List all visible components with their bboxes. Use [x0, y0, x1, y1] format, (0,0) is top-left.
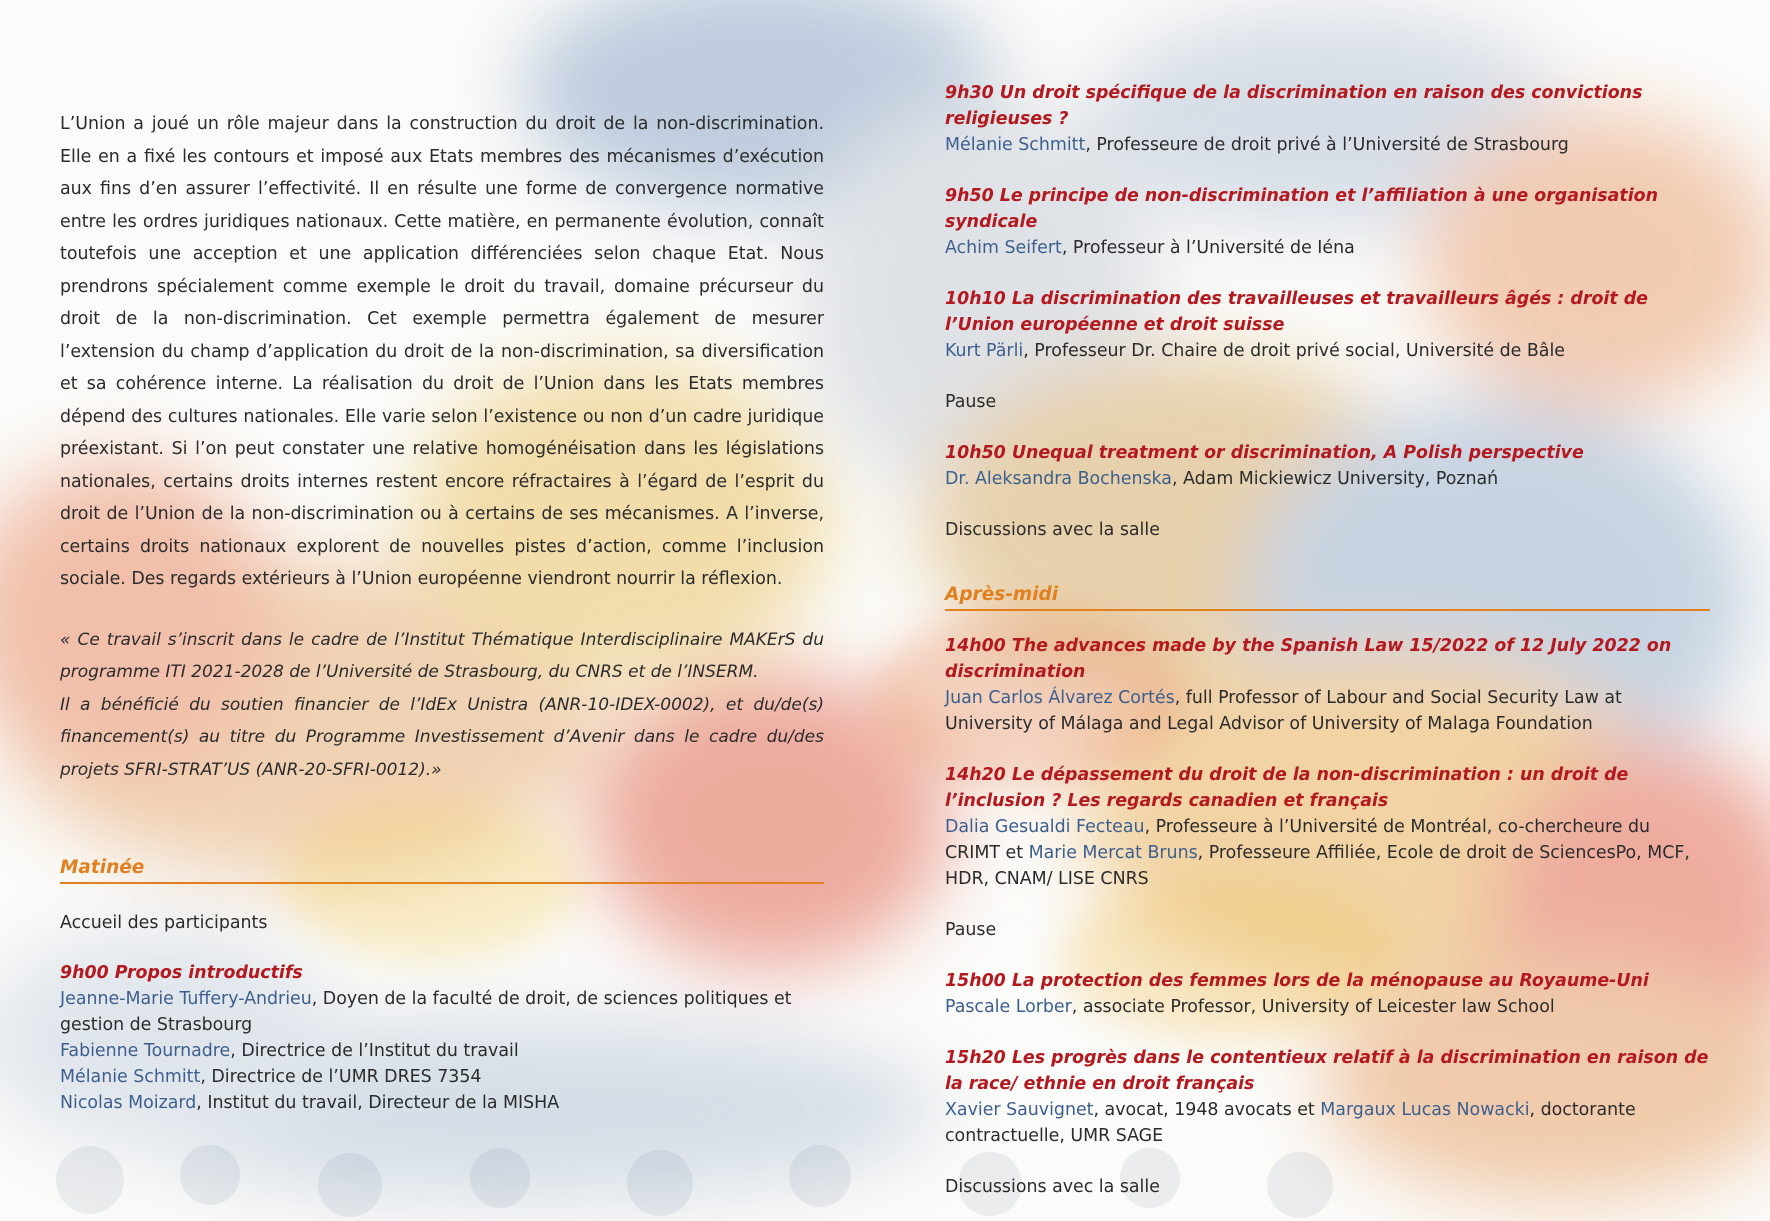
speaker-name: Dalia Gesualdi Fecteau [945, 817, 1145, 837]
speaker-line [60, 1038, 824, 1064]
left-column [60, 108, 824, 1116]
speaker-name: Fabienne Tournadre [60, 1041, 231, 1061]
morning-heading: Matinée [60, 856, 824, 884]
speaker-role: , Directrice de l’Institut du travail [230, 1041, 519, 1061]
speaker-role: , Professeur Dr. Chaire de droit privé social, Université de Bâle [1023, 341, 1565, 361]
talk-speakers [945, 466, 1710, 492]
talk-speakers [945, 994, 1710, 1020]
speaker-role: , Professeure Affiliée, Ecole de droit de SciencesPo, MCF, HDR, CNAM/ LISE CNRS [945, 843, 1690, 889]
talk-1520 [945, 1045, 1710, 1149]
speaker-name: Marie Mercat Bruns [1028, 843, 1198, 863]
speaker-name: Juan Carlos Álvarez Cortés [945, 688, 1175, 708]
speaker-name: Mélanie Schmitt [60, 1067, 201, 1087]
talk-0930 [945, 80, 1710, 158]
speaker-name: Mélanie Schmitt [945, 135, 1086, 155]
talk-title: 9h50 Le principe de non-discrimination et l’affiliation à une organisation syndicale [945, 186, 1658, 232]
discussion-item: Discussions avec la salle [945, 1177, 1160, 1197]
afternoon-heading: Après-midi [945, 583, 1710, 611]
speaker-role: , Directrice de l’UMR DRES 7354 [200, 1067, 482, 1087]
talk-speakers [945, 235, 1710, 261]
welcome-item: Accueil des participants [60, 913, 268, 933]
funding-note [60, 624, 824, 787]
speaker-line [60, 986, 824, 1038]
speaker-role: , Institut du travail, Directeur de la MISHA [196, 1093, 560, 1113]
speaker-role: , doctorante contractuelle, UMR SAGE [945, 1100, 1636, 1146]
pause-item: Pause [945, 392, 997, 412]
talk-0950 [945, 183, 1710, 261]
intro-paragraph: L’Union a joué un rôle majeur dans la construction du droit de la non-discrimination. Elle en a fixé les contours et imposé aux Etats membres des mécanismes d’exécution aux fins d’en assurer l’effectivité. Il en résulte une forme de convergence normative entre les ordres juridiques nationaux. Cette matière, en permanente évolution, connaît toutefois une acception et une application différenciées selon chaque Etat. Nous prendrons spécialement comme exemple le droit du travail, domaine précurseur du droit de la non-discrimination. Cet exemple permettra également de mesurer l’extension du champ d’application du droit de la non-discrimination, sa diversification et sa cohérence interne. La réalisation du droit de l’Union dans les Etats membres dépend des cultures nationales. Elle varie selon l’existence ou non d’un cadre juridique préexistant. Si l’on peut constater une relative homogénéisation dans les législations nationales, certains droits internes restent encore réfractaires à l’égard de l’esprit du droit de l’Union de la non-discrimination ou à certains de ses mécanismes. A l’inverse, certains droits nationaux explorent de nouvelles pistes d’action, comme l’inclusion sociale. Des regards extérieurs à l’Union européenne viendront nourrir la réflexion. [60, 114, 824, 589]
speaker-line [60, 1064, 824, 1090]
talk-title: 15h00 La protection des femmes lors de la ménopause au Royaume-Uni [945, 971, 1649, 991]
speaker-line [60, 1090, 824, 1116]
opening-session [60, 960, 824, 1116]
speaker-name: Jeanne-Marie Tuffery-Andrieu [60, 989, 312, 1009]
speaker-role: , avocat, 1948 avocats et [1093, 1100, 1321, 1120]
speaker-role: , Doyen de la faculté de droit, de sciences politiques et gestion de Strasbourg [60, 989, 792, 1035]
talk-speakers [945, 814, 1710, 892]
pause-item: Pause [945, 920, 997, 940]
talk-1500 [945, 968, 1710, 1020]
talk-title: 10h10 La discrimination des travailleuses et travailleurs âgés : droit de l’Union européenne et droit suisse [945, 289, 1648, 335]
talk-title: 10h50 Unequal treatment or discrimination, A Polish perspective [945, 443, 1584, 463]
talk-1010 [945, 286, 1710, 364]
speaker-name: Margaux Lucas Nowacki [1320, 1100, 1530, 1120]
talk-title: 15h20 Les progrès dans le contentieux relatif à la discrimination en raison de la race/ ethnie en droit français [945, 1048, 1709, 1094]
talk-speakers [945, 1097, 1710, 1149]
speaker-role: , Adam Mickiewicz University, Poznań [1171, 469, 1499, 489]
talk-1050 [945, 440, 1710, 492]
opening-session-title: 9h00 Propos introductifs [60, 963, 303, 983]
speaker-role: , associate Professor, University of Leicester law School [1071, 997, 1555, 1017]
talk-title: 9h30 Un droit spécifique de la discrimination en raison des convictions religieuses ? [945, 83, 1643, 129]
discussion-item: Discussions avec la salle [945, 520, 1160, 540]
talk-1420 [945, 762, 1710, 892]
speaker-name: Xavier Sauvignet [945, 1100, 1094, 1120]
speaker-name: Dr. Aleksandra Bochenska [945, 469, 1172, 489]
funding-note-line-2: Il a bénéficié du soutien financier de l’IdEx Unistra (ANR-10-IDEX-0002), et du/de(s) financement(s) au titre du Programme Investissement d’Avenir dans le cadre du/des projets SFRI-STRAT’US (ANR-20-SFRI-0012).» [60, 694, 824, 780]
speaker-role: , Professeure à l’Université de Montréal, co-chercheure du CRIMT et [945, 817, 1651, 863]
opening-speakers [60, 986, 824, 1116]
talk-speakers [945, 338, 1710, 364]
right-column [945, 80, 1710, 1200]
talk-1400 [945, 633, 1710, 737]
speaker-name: Kurt Pärli [945, 341, 1024, 361]
speaker-name: Nicolas Moizard [60, 1093, 197, 1113]
speaker-name: Pascale Lorber [945, 997, 1072, 1017]
talk-title: 14h00 The advances made by the Spanish Law 15/2022 of 12 July 2022 on discrimination [945, 636, 1672, 682]
speaker-role: , full Professor of Labour and Social Security Law at University of Málaga and Legal Advisor of University of Malaga Foundation [945, 688, 1622, 734]
speaker-role: , Professeur à l’Université de Iéna [1061, 238, 1355, 258]
funding-note-line-1: « Ce travail s’inscrit dans le cadre de l’Institut Thématique Interdisciplinaire MAKErS du programme ITI 2021-2028 de l’Université de Strasbourg, du CNRS et de l’INSERM. [60, 629, 824, 682]
speaker-name: Achim Seifert [945, 238, 1062, 258]
talk-speakers [945, 132, 1710, 158]
speaker-role: , Professeure de droit privé à l’Université de Strasbourg [1085, 135, 1569, 155]
talk-speakers [945, 685, 1710, 737]
talk-title: 14h20 Le dépassement du droit de la non-discrimination : un droit de l’inclusion ? Les regards canadien et français [945, 765, 1629, 811]
